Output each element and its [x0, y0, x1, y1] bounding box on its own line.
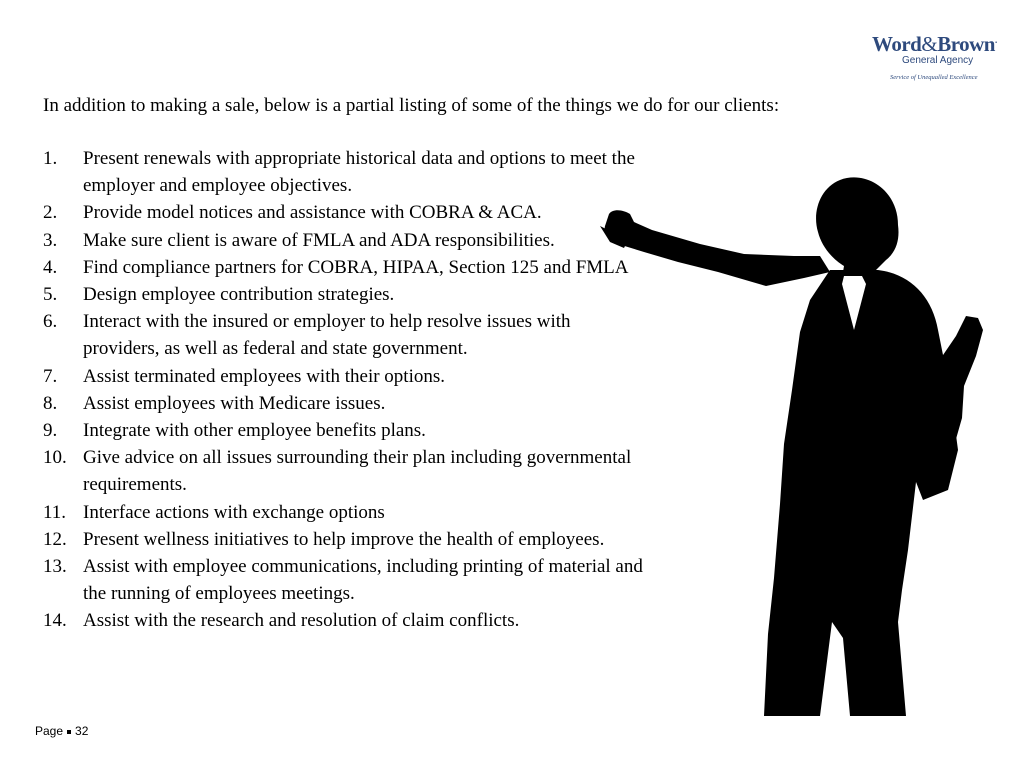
logo-subtitle: General Agency: [902, 55, 974, 66]
list-item-number: 11.: [43, 501, 67, 523]
list-item-text: Make sure client is aware of FMLA and ADA responsibilities.: [83, 229, 555, 251]
list-item-number: 5.: [43, 284, 58, 306]
list-item: [43, 145, 643, 199]
list-item: [43, 227, 643, 254]
bullet-separator-icon: [67, 730, 71, 734]
list-item-number: 2.: [43, 202, 58, 224]
list-item: [43, 607, 643, 634]
list-item-number: 9.: [43, 420, 58, 442]
services-list: [43, 145, 643, 635]
list-item-text: Integrate with other employee benefits plans.: [83, 420, 426, 442]
list-item-number: 4.: [43, 256, 58, 278]
list-item-text: Interface actions with exchange options: [83, 501, 385, 523]
list-item: [43, 363, 643, 390]
list-item-number: 6.: [43, 311, 58, 333]
list-item: [43, 553, 643, 607]
list-item-text: Assist terminated employees with their options.: [83, 365, 446, 387]
list-item-text: Assist with the research and resolution of claim conflicts.: [83, 610, 520, 632]
page-label: Page: [35, 724, 64, 738]
pointing-businessman-silhouette: [598, 160, 988, 720]
list-item-number: 12.: [43, 528, 67, 550]
list-item: [43, 254, 643, 281]
list-item: [43, 390, 643, 417]
list-item: [43, 199, 643, 226]
list-item: [43, 444, 643, 498]
list-item-text: Assist employees with Medicare issues.: [83, 392, 386, 414]
list-item-number: 7.: [43, 365, 58, 387]
list-item-text: Interact with the insured or employer to help resolve issues with providers, as well as federal and state government.: [83, 311, 571, 360]
list-item-number: 10.: [43, 447, 67, 469]
list-item-text: Present wellness initiatives to help improve the health of employees.: [83, 528, 605, 550]
list-item: [43, 526, 643, 553]
list-item: [43, 308, 643, 362]
intro-text: In addition to making a sale, below is a partial listing of some of the things we do for our clients:: [43, 95, 780, 116]
page-footer: [35, 724, 88, 738]
list-item-number: 13.: [43, 556, 67, 578]
list-item-text: Provide model notices and assistance with COBRA & ACA.: [83, 202, 542, 224]
list-item: [43, 281, 643, 308]
page-number: 32: [75, 724, 89, 738]
list-item-text: Assist with employee communications, including printing of material and the running of employees meetings.: [83, 556, 643, 605]
list-item-text: Give advice on all issues surrounding their plan including governmental requirements.: [83, 447, 632, 496]
list-item-text: Design employee contribution strategies.: [83, 284, 395, 306]
logo-tagline: Service of Unequalled Excellence: [890, 74, 978, 81]
list-item-number: 3.: [43, 229, 58, 251]
list-item-number: 1.: [43, 148, 58, 169]
list-item: [43, 499, 643, 526]
list-item-number: 14.: [43, 610, 67, 632]
word-brown-logo: [866, 32, 1006, 84]
list-item: [43, 417, 643, 444]
list-item-text: Present renewals with appropriate historical data and options to meet the employer and employee objectives.: [83, 148, 635, 197]
logo-wordmark: Word&Brown.: [872, 32, 997, 56]
list-item-number: 8.: [43, 392, 58, 414]
list-item-text: Find compliance partners for COBRA, HIPAA, Section 125 and FMLA: [83, 256, 629, 278]
